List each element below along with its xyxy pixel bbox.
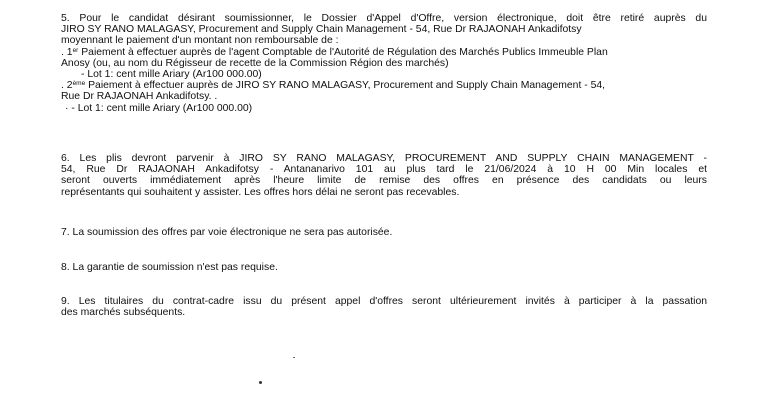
payment-2-prefix: . 2 bbox=[61, 80, 73, 92]
section-7 bbox=[61, 227, 707, 238]
section-6-line-1: 6. Les plis devront parvenir à JIRO SY RANO MALAGASY, PROCUREMENT AND SUPPLY CHAIN MANAGEMENT - bbox=[61, 153, 707, 164]
scan-speck bbox=[293, 357, 295, 358]
section-8-text: 8. La garantie de soumission n'est pas requise. bbox=[61, 262, 278, 273]
section-9-line-2: des marchés subséquents. bbox=[61, 307, 186, 319]
section-5-line-2: JIRO SY RANO MALAGASY, Procurement and Supply Chain Management - 54, Rue Dr RAJAONAH Ankadifotsy bbox=[61, 24, 582, 36]
scan-speck bbox=[259, 381, 262, 384]
payment-2 bbox=[61, 80, 707, 91]
payment-1-text: Paiement à effectuer auprès de l'agent Comptable de l'Autorité de Régulation des Marchés Publics Immeuble Plan bbox=[78, 46, 608, 58]
payment-2-lot: · - Lot 1: cent mille Ariary (Ar100 000.00) bbox=[65, 102, 253, 114]
section-7-text: 7. La soumission des offres par voie électronique ne sera pas autorisée. bbox=[61, 227, 393, 238]
section-6-line-4: représentants qui souhaitent y assister. Les offres hors délai ne seront pas recevables. bbox=[61, 186, 460, 198]
payment-1-lot: - Lot 1: cent mille Ariary (Ar100 000.00) bbox=[81, 69, 262, 81]
payment-1-continuation: Anosy (ou, au nom du Régisseur de recette de la Commission Région des marchés) bbox=[61, 57, 449, 69]
section-5-line-1: 5. Pour le candidat désirant soumissionner, le Dossier d'Appel d'Offre, version électronique, doit être retiré auprès du bbox=[61, 13, 707, 24]
section-9 bbox=[61, 296, 707, 318]
payment-1 bbox=[61, 47, 707, 58]
section-6 bbox=[61, 153, 707, 198]
section-9-line-1: 9. Les titulaires du contrat-cadre issu du présent appel d'offres seront ultérieurement invités à participer à la passation bbox=[61, 296, 707, 307]
payment-1-prefix: . 1 bbox=[61, 46, 73, 58]
section-5-line-3: moyennant le paiement d'un montant non remboursable de : bbox=[61, 35, 339, 47]
section-6-line-2: 54, Rue Dr RAJAONAH Ankadifotsy - Antananarivo 101 au plus tard le 21/06/2024 à 10 H 00 Min locales et bbox=[61, 164, 707, 176]
payment-2-text: Paiement à effectuer auprès de JIRO SY RANO MALAGASY, Procurement and Supply Chain Management - 54, bbox=[85, 80, 606, 92]
section-8 bbox=[61, 262, 707, 273]
section-5 bbox=[61, 13, 707, 114]
payment-2-continuation: Rue Dr RAJAONAH Ankadifotsy. . bbox=[61, 91, 218, 103]
payment-1-sup: er bbox=[72, 46, 79, 54]
section-6-line-3: seront ouverts immédiatement après l'heure limite de remise des offres en présence des candidats ou leurs bbox=[61, 175, 707, 187]
payment-2-sup: ème bbox=[72, 80, 86, 88]
